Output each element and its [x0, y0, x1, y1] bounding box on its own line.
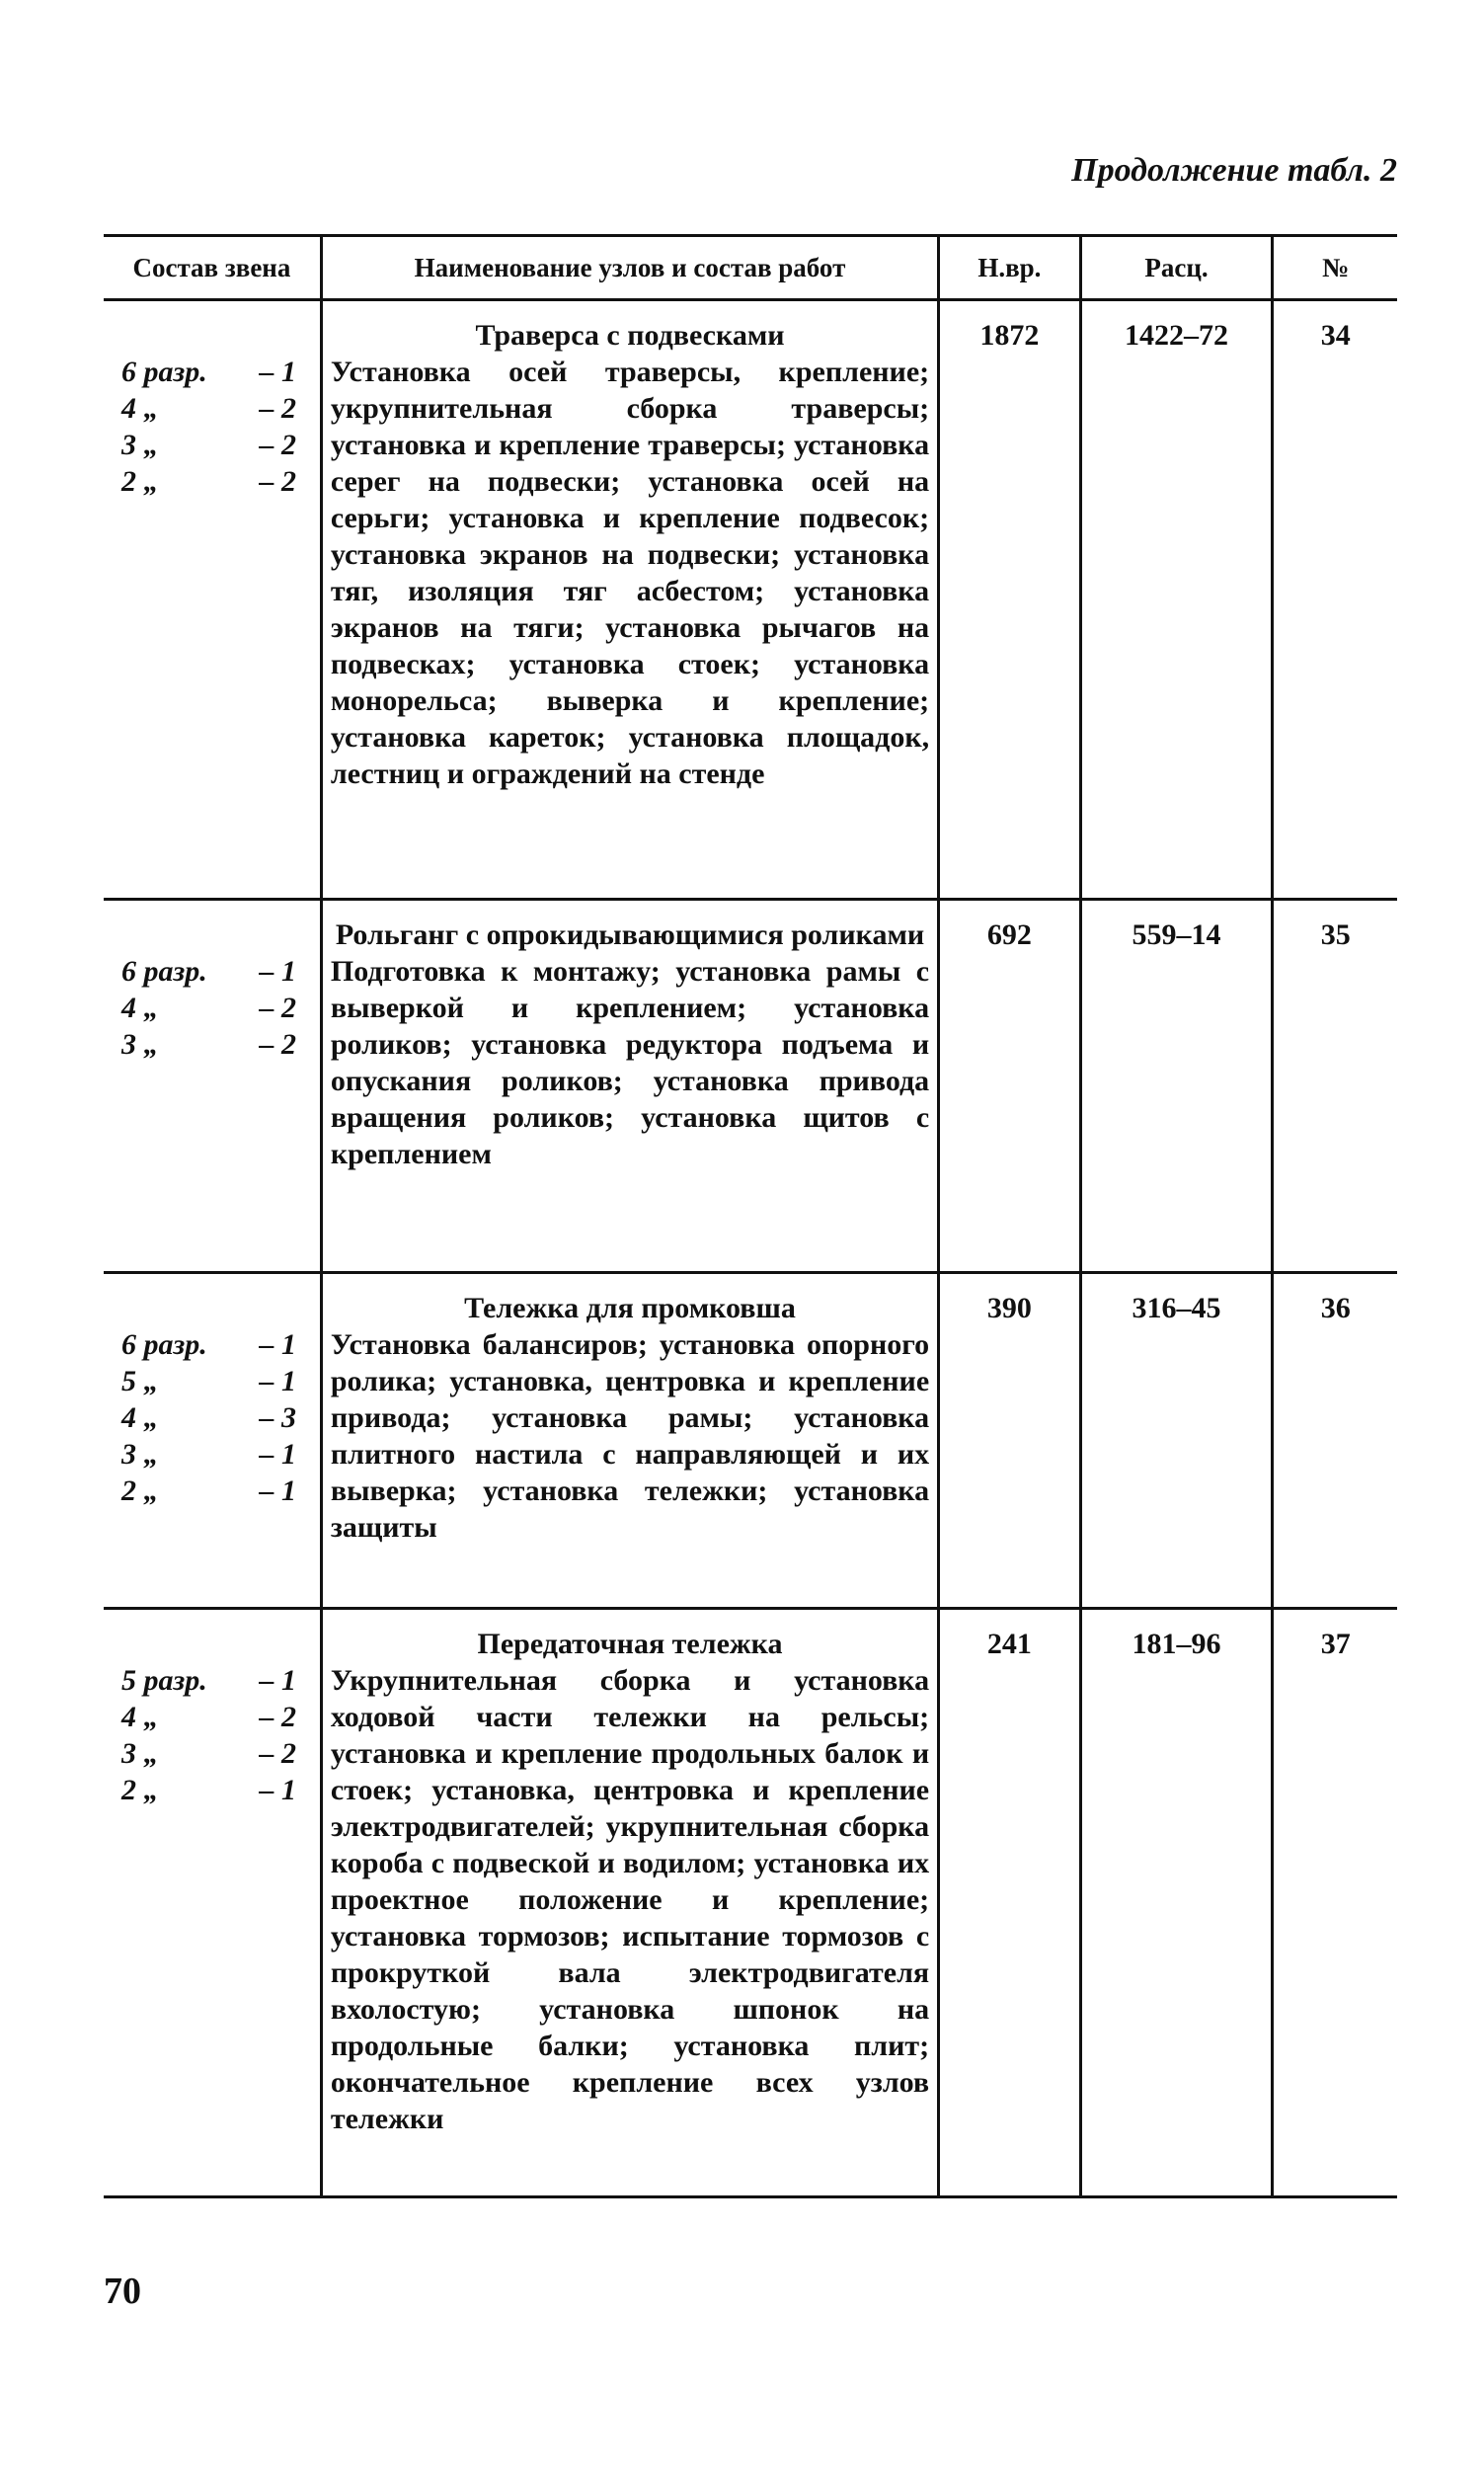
time-norm: 390 [939, 1273, 1081, 1609]
page-number: 70 [104, 2271, 141, 2312]
work-description-cell [321, 900, 938, 1273]
crew-line: 6 разр. – 1 [121, 1328, 296, 1361]
table-row [104, 1609, 1397, 2197]
work-description: Установка осей траверсы, крепление; укрупнительная сборка траверсы; установка и крепление траверсы; установка серег на подвески; установка осей на серьги; установка и крепление подвесок; установка экранов на подвески; установка тяг, изоляция тяг асбестом; установка экранов на тяги; установка рычагов на подвесках; установка стоек; установка монорельса; выверка и крепление; установка кареток; установка площадок, лестниц и ограждений на стенде [330, 356, 930, 790]
crew-line: 2 „ – 2 [121, 465, 296, 498]
crew-line: 4 „ – 2 [121, 392, 296, 425]
crew-line: 4 „ – 2 [121, 1701, 296, 1733]
header-crew: Состав звена [132, 252, 291, 282]
time-norm: 1872 [939, 300, 1081, 900]
crew-line: 2 „ – 1 [121, 1774, 296, 1806]
work-norms-table [104, 234, 1397, 2198]
header-num: № [1273, 236, 1397, 300]
work-description-cell [321, 300, 938, 900]
header-name: Наименование узлов и состав работ [321, 236, 938, 300]
crew-composition [104, 900, 321, 1273]
assembly-title: Тележка для промковша [464, 1292, 796, 1324]
work-description: Установка балансиров; установка опорного ролика; установка, центровка и крепление привода; установка рамы; установка плитного настила с направляющей и их выверка; установка тележки; установка защиты [330, 1328, 930, 1544]
rate-value: 316–45 [1080, 1273, 1273, 1609]
header-rate: Расц. [1080, 236, 1273, 300]
crew-line: 3 „ – 2 [121, 429, 296, 461]
work-description: Подготовка к монтажу; установка рамы с выверкой и креплением; установка роликов; установка редуктора подъема и опускания роликов; установка привода вращения роликов; установка щитов с креплением [330, 955, 930, 1170]
assembly-title: Рольганг с опрокидывающимися роликами [335, 918, 925, 951]
assembly-title: Передаточная тележка [477, 1628, 783, 1660]
time-norm: 241 [939, 1609, 1081, 2197]
crew-line: 3 „ – 2 [121, 1028, 296, 1061]
crew-composition [104, 300, 321, 900]
crew-line: 2 „ – 1 [121, 1475, 296, 1507]
rate-value: 181–96 [1080, 1609, 1273, 2197]
crew-line: 3 „ – 1 [121, 1438, 296, 1471]
item-number: 35 [1273, 900, 1397, 1273]
crew-line: 6 разр. – 1 [121, 356, 296, 388]
table-row [104, 1273, 1397, 1609]
work-description-cell [321, 1609, 938, 2197]
table-header-row [104, 236, 1397, 300]
assembly-title: Траверса с подвесками [475, 319, 785, 352]
rate-value: 1422–72 [1080, 300, 1273, 900]
item-number: 36 [1273, 1273, 1397, 1609]
crew-line: 5 „ – 1 [121, 1365, 296, 1397]
item-number: 34 [1273, 300, 1397, 900]
crew-line: 5 разр. – 1 [121, 1664, 296, 1697]
crew-line: 6 разр. – 1 [121, 955, 296, 988]
work-description-cell [321, 1273, 938, 1609]
crew-composition [104, 1609, 321, 2197]
work-description: Укрупнительная сборка и установка ходовой части тележки на рельсы; установка и крепление продольных балок и стоек; установка, центровка и крепление электродвигателей; укрупнительная сборка короба с подвеской и водилом; установка их проектное положение и крепление; установка тормозов; испытание тормозов с прокруткой вала электродвигателя вхолостую; установка шпонок на продольные балки; установка плит; окончательное крепление всех узлов тележки [330, 1664, 930, 2135]
crew-line: 4 „ – 3 [121, 1401, 296, 1434]
crew-line: 4 „ – 2 [121, 992, 296, 1024]
rate-value: 559–14 [1080, 900, 1273, 1273]
item-number: 37 [1273, 1609, 1397, 2197]
crew-composition [104, 1273, 321, 1609]
table-row [104, 300, 1397, 900]
header-norm: Н.вр. [939, 236, 1081, 300]
table-caption: Продолжение табл. 2 [1071, 152, 1397, 189]
time-norm: 692 [939, 900, 1081, 1273]
crew-line: 3 „ – 2 [121, 1737, 296, 1770]
table-row [104, 900, 1397, 1273]
